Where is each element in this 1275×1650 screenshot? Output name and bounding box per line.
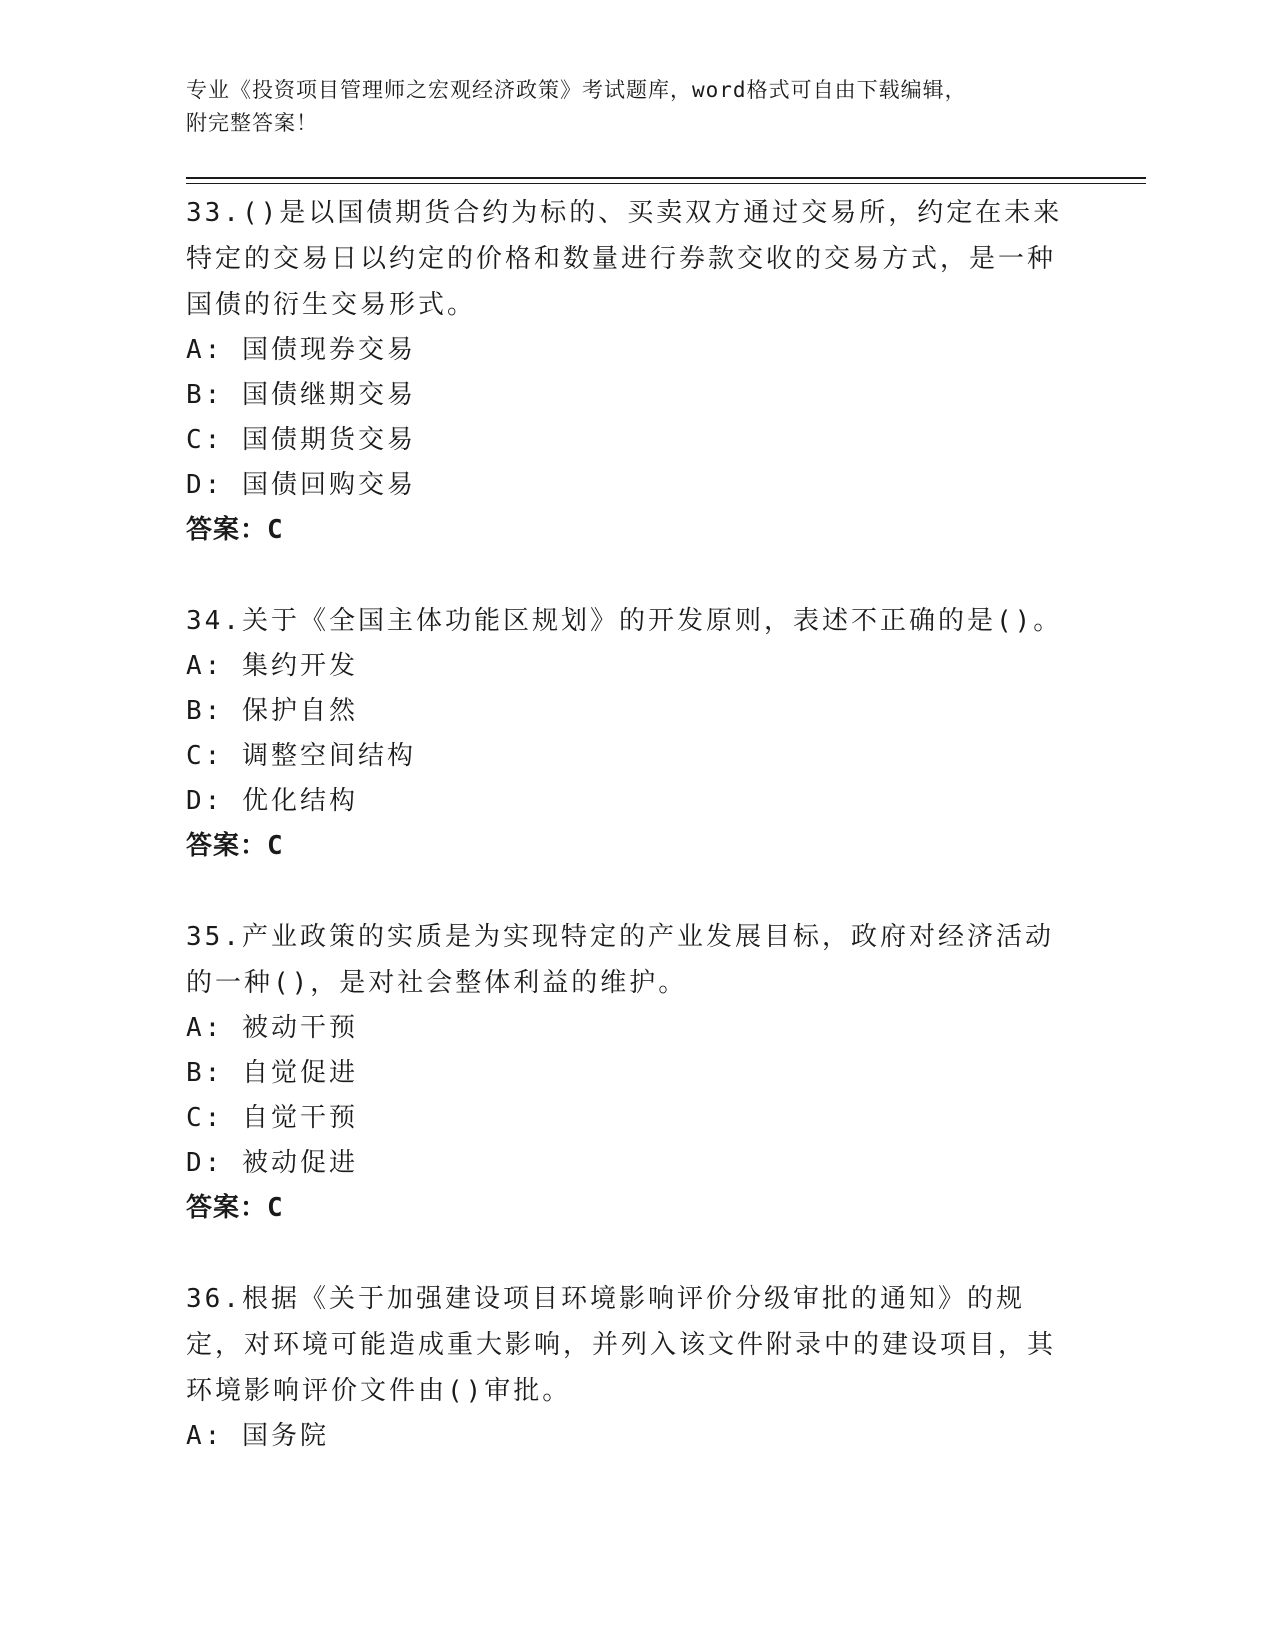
option-a: A: 被动干预 <box>186 1013 358 1043</box>
option-a: A: 国务院 <box>186 1421 329 1451</box>
question-33 <box>186 190 1066 553</box>
option-d: D: 被动促进 <box>186 1148 358 1178</box>
header-line-2: 附完整答案！ <box>186 111 318 135</box>
option-d: D: 国债回购交易 <box>186 470 416 500</box>
header-line-1: 专业《投资项目管理师之宏观经济政策》考试题库，word格式可自由下载编辑， <box>186 78 967 102</box>
question-stem: 36.根据《关于加强建设项目环境影响评价分级审批的通知》的规定，对环境可能造成重大影响，并列入该文件附录中的建设项目，其环境影响评价文件由()审批。 <box>186 1284 1057 1406</box>
question-list <box>186 190 1066 1459</box>
document-header <box>186 74 1066 140</box>
option-c: C: 自觉干预 <box>186 1103 358 1133</box>
question-36 <box>186 1276 1066 1459</box>
option-c: C: 国债期货交易 <box>186 425 416 455</box>
question-stem: 33.()是以国债期货合约为标的、买卖双方通过交易所，约定在未来特定的交易日以约定的价格和数量进行券款交收的交易方式，是一种国债的衍生交易形式。 <box>186 198 1063 320</box>
question-spacer <box>186 1231 1066 1276</box>
question-spacer <box>186 553 1066 598</box>
question-stem: 34.关于《全国主体功能区规划》的开发原则，表述不正确的是()。 <box>186 606 1063 636</box>
answer-label: 答案：C <box>186 1193 284 1223</box>
question-stem: 35.产业政策的实质是为实现特定的产业发展目标，政府对经济活动的一种()，是对社会整体利益的维护。 <box>186 922 1054 998</box>
option-a: A: 集约开发 <box>186 651 358 681</box>
option-b: B: 保护自然 <box>186 696 358 726</box>
option-d: D: 优化结构 <box>186 786 358 816</box>
answer-label: 答案：C <box>186 515 284 545</box>
option-b: B: 国债继期交易 <box>186 380 416 410</box>
option-b: B: 自觉促进 <box>186 1058 358 1088</box>
question-spacer <box>186 869 1066 914</box>
answer-label: 答案：C <box>186 831 284 861</box>
question-34 <box>186 598 1066 869</box>
header-divider-thick <box>186 177 1146 179</box>
question-35 <box>186 914 1066 1231</box>
option-c: C: 调整空间结构 <box>186 741 416 771</box>
option-a: A: 国债现券交易 <box>186 335 416 365</box>
header-divider-thin <box>186 183 1146 184</box>
